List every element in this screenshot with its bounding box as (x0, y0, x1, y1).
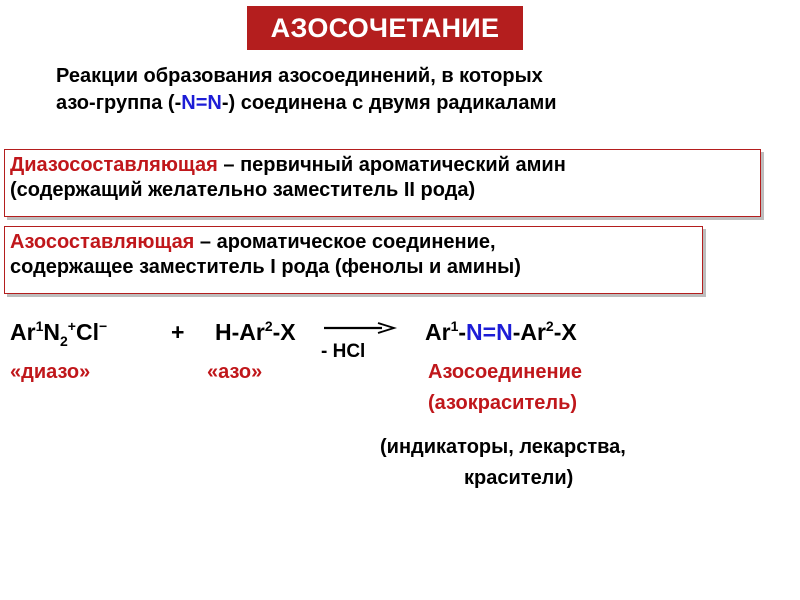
diazo-box-line-2: (содержащий желательно заместитель II рода) (10, 179, 476, 201)
diazo-definition: – первичный ароматический амин (217, 154, 566, 176)
azo-component-box (4, 226, 703, 294)
definition-line-1: Реакции образования азосоединений, в которых (56, 65, 543, 87)
azo-box-line-2: содержащее заместитель I рода (фенолы и амины) (10, 256, 521, 278)
product-label-line-2: (азокраситель) (428, 392, 578, 414)
azo-label: «азо» (207, 361, 263, 383)
definition-text: -) соединена с двумя радикалами (221, 92, 557, 114)
azo-term: Азосоставляющая (10, 231, 195, 253)
diazo-label: «диазо» (10, 361, 91, 383)
azo-component-formula: H-Ar$^2$-X (215, 318, 296, 345)
azo-definition: – ароматическое соединение, (194, 231, 496, 253)
definition-text: азо-группа (- (56, 92, 182, 114)
product-label-line-1: Азосоединение (428, 361, 582, 383)
plus-sign: + (171, 319, 185, 345)
definition-line-2 (56, 91, 557, 115)
azo-group-formula: N=N (466, 319, 513, 345)
page-title: АЗОСОЧЕТАНИЕ (247, 6, 523, 50)
diazo-term: Диазосоставляющая (10, 154, 218, 176)
azo-box-line-1 (10, 230, 698, 255)
uses-line-1: (индикаторы, лекарства, (380, 436, 626, 458)
diazo-box-line-1 (10, 153, 756, 178)
diazonium-salt-formula: $Ar^1N_2^+Cl^-$ (10, 318, 108, 349)
azo-group-formula: N=N (181, 92, 222, 114)
diazo-component-box (4, 149, 761, 217)
azo-product-formula: $Ar^1-N=N-Ar^2-X$ (425, 318, 577, 345)
byproduct-hcl: - HCl (321, 341, 366, 362)
reaction-arrow (322, 318, 398, 338)
uses-line-2: красители) (464, 467, 574, 489)
